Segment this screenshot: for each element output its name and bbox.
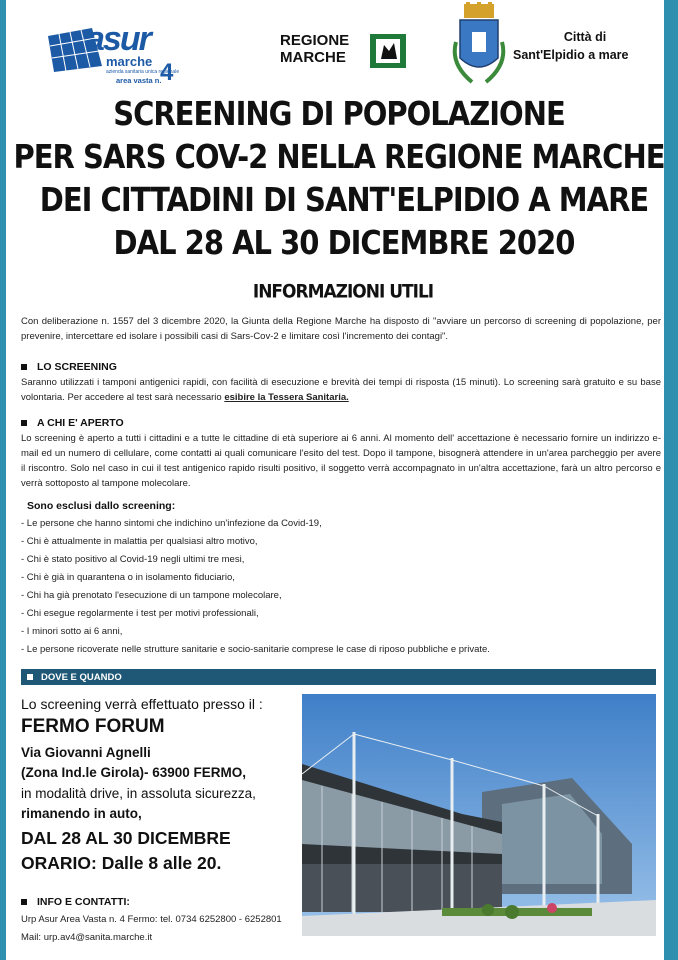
regione-label: REGIONE — [280, 32, 350, 49]
esclusi-heading: Sono esclusi dallo screening: — [27, 500, 176, 512]
screening-heading: LO SCREENING — [37, 361, 117, 373]
contatti-phone: Urp Asur Area Vasta n. 4 Fermo: tel. 0734 6252800 - 6252801 — [21, 914, 282, 925]
esclusi-item: - Le persone ricoverate nelle strutture sanitarie e socio-sanitarie comprese le case di riposo pubbliche e private. — [21, 644, 490, 655]
hours: ORARIO: Dalle 8 alle 20. — [21, 853, 222, 873]
screening-text: Saranno utilizzati i tamponi antigenici rapidi, con facilità di esecuzione e brevità dei tempi di risposta (15 minuti). Lo screening sarà gratuito e su base volontaria. Per accedere al test sarà necessario — [21, 377, 661, 403]
aperto-paragraph: Lo screening è aperto a tutti i cittadini e a tutte le cittadine di età superiore ai 6 anni. Al momento dell' accettazione è necessario fornire un indirizzo e-mail ed un numero di cellulare, come contatti ai quali comunicare l'esito del test. Dopo il tampone, bisognerà attendere in un'area parcheggio per avere il riscontro. Solo nel caso in cui il test antigenico rapido risulti positivo, il soggetto verrà accompagnato in un'altra accettazione, farà un altro percorso e verrà sottoposto al tampone molecolare. — [21, 433, 661, 489]
bullet-square-icon — [21, 899, 27, 905]
dove-intro: Lo screening verrà effettuato presso il : — [21, 696, 263, 712]
address-line-1: Via Giovanni Agnelli — [21, 745, 151, 760]
title-line-1: SCREENING DI POPOLAZIONE — [113, 94, 565, 134]
title-line-4: DAL 28 AL 30 DICEMBRE 2020 — [113, 223, 575, 263]
screening-paragraph — [21, 375, 661, 405]
section-heading-aperto — [21, 417, 124, 429]
title-line-3: DEI CITTADINI DI SANT'ELPIDIO A MARE — [39, 180, 649, 220]
mode-line-2: rimanendo in auto, — [21, 806, 142, 821]
subtitle: INFORMAZIONI UTILI — [252, 280, 434, 304]
asur-tagline: azienda sanitaria unica regionale — [106, 69, 180, 75]
coat-of-arms-icon — [448, 2, 510, 90]
title-line-2: PER SARS COV-2 NELLA REGIONE MARCHE — [13, 137, 665, 177]
section-heading-contatti — [21, 896, 130, 908]
regione-marche-logo — [280, 32, 410, 72]
mode-line-1: in modalità drive, in assoluta sicurezza, — [21, 786, 256, 801]
esclusi-item: - I minori sotto ai 6 anni, — [21, 626, 123, 637]
dove-heading: DOVE E QUANDO — [41, 671, 122, 683]
esclusi-item: - Chi è stato positivo al Covid-19 negli ultimi tre mesi, — [21, 554, 245, 565]
dove-quando-bar — [21, 669, 656, 685]
asur-area: area vasta n. — [116, 76, 162, 85]
citta-label: Città di — [563, 30, 607, 44]
asur-name: asur — [86, 20, 150, 58]
marche-label: MARCHE — [280, 49, 346, 66]
citta-name: Sant'Elpidio a mare — [513, 48, 629, 62]
contatti-heading: INFO E CONTATTI: — [37, 896, 130, 908]
screening-emphasis: esibire la Tessera Sanitaria. — [224, 392, 349, 403]
bullet-square-icon — [21, 364, 27, 370]
esclusi-item: - Chi è attualmente in malattia per qualsiasi altro motivo, — [21, 536, 258, 547]
address-line-2: (Zona Ind.le Girola)- 63900 FERMO, — [21, 765, 247, 780]
venue-name: FERMO FORUM — [21, 716, 165, 737]
dates: DAL 28 AL 30 DICEMBRE — [21, 828, 231, 848]
bullet-square-icon — [21, 420, 27, 426]
fermo-forum-photo — [302, 694, 656, 936]
aperto-heading: A CHI E' APERTO — [37, 417, 124, 429]
intro-paragraph: Con deliberazione n. 1557 del 3 dicembre 2020, la Giunta della Regione Marche ha disposto di "avviare un percorso di screening di popolazione, per prevenire, intercettare ed isolare i possibili casi di Sars-Cov-2 e limitare così l'incremento dei contagi". — [21, 316, 661, 342]
esclusi-item: - Chi è già in quarantena o in isolamento fiduciario, — [21, 572, 235, 583]
asur-area-number: 4 — [160, 59, 174, 86]
asur-logo — [44, 22, 184, 92]
esclusi-item: - Chi esegue regolarmente i test per motivi professionali, — [21, 608, 259, 619]
contatti-mail: Mail: urp.av4@sanita.marche.it — [21, 932, 153, 943]
bullet-square-icon — [27, 674, 33, 680]
asur-sub: marche — [106, 54, 153, 69]
esclusi-item: - Chi ha già prenotato l'esecuzione di un tampone molecolare, — [21, 590, 282, 601]
esclusi-item: - Le persone che hanno sintomi che indichino un'infezione da Covid-19, — [21, 518, 322, 529]
section-heading-screening — [21, 361, 117, 373]
regione-emblem-icon — [370, 34, 406, 68]
